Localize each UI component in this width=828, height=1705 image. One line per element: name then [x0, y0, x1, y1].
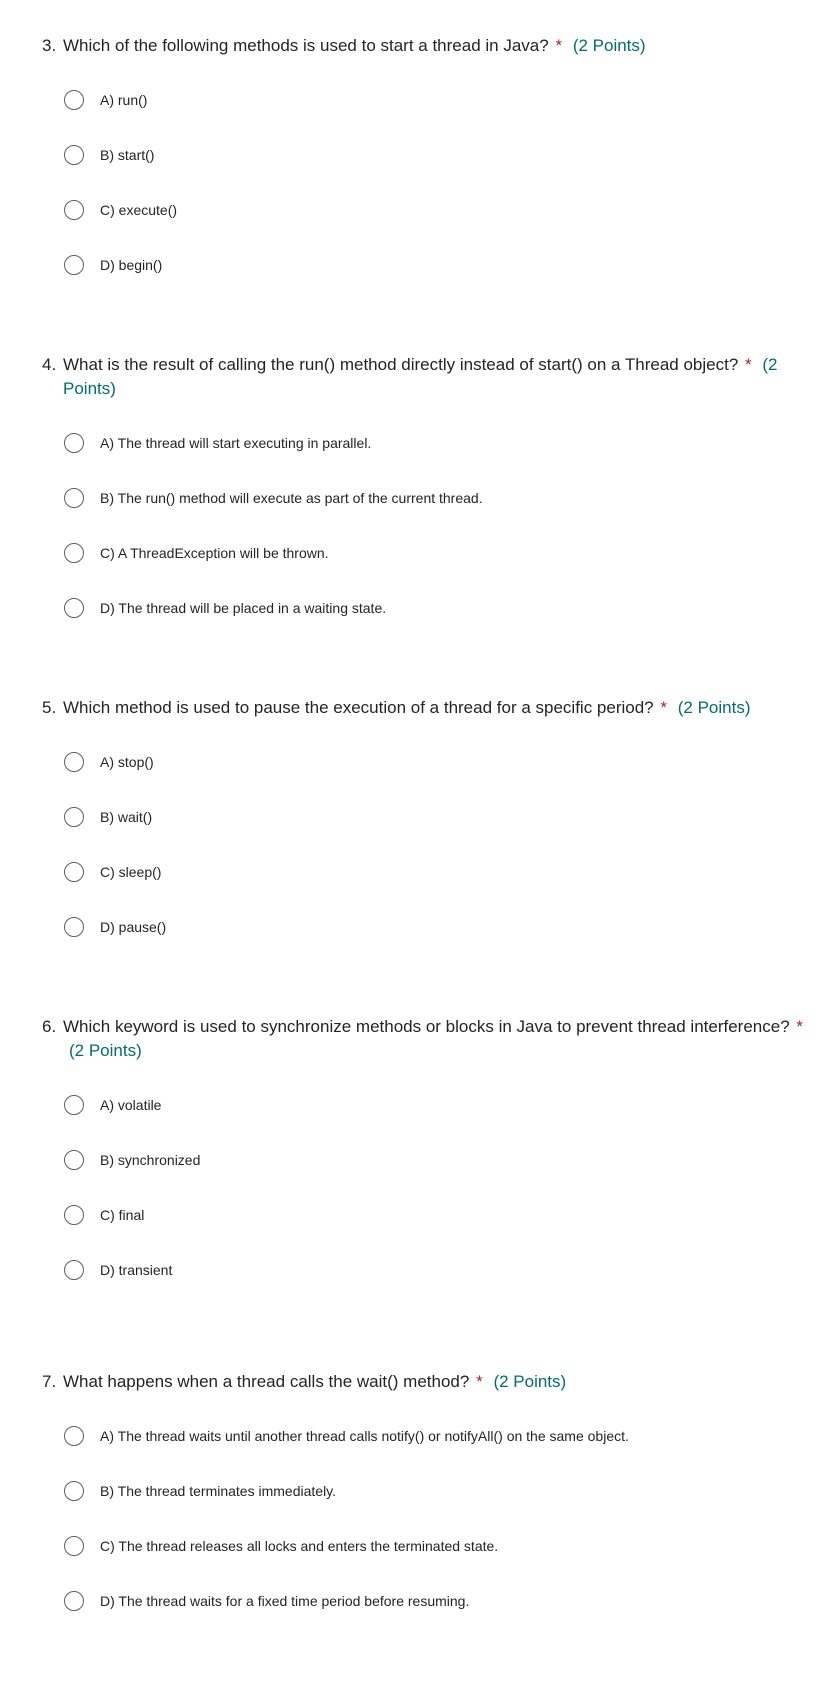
option-label: A) The thread waits until another thread calls notify() or notifyAll() on the same object. — [100, 1427, 629, 1444]
option-label: A) The thread will start executing in parallel. — [100, 434, 372, 451]
radio-button-icon[interactable] — [64, 1481, 84, 1501]
option-c[interactable] — [64, 525, 828, 580]
question-7 — [0, 1370, 828, 1628]
option-list — [0, 1077, 828, 1297]
option-label: C) A ThreadException will be thrown. — [100, 544, 329, 561]
radio-button-icon[interactable] — [64, 255, 84, 275]
question-text: Which of the following methods is used to start a thread in Java? — [63, 36, 549, 55]
option-c[interactable] — [64, 1518, 828, 1573]
radio-button-icon[interactable] — [64, 543, 84, 563]
option-label: D) begin() — [100, 256, 163, 273]
option-label: C) sleep() — [100, 863, 162, 880]
option-label: D) The thread will be placed in a waiting state. — [100, 599, 387, 616]
option-list — [0, 1408, 828, 1628]
option-list — [0, 734, 828, 954]
option-a[interactable] — [64, 72, 828, 127]
option-d[interactable] — [64, 1573, 828, 1628]
option-c[interactable] — [64, 1187, 828, 1242]
question-points: (2 Points) — [493, 1372, 567, 1391]
option-b[interactable] — [64, 127, 828, 182]
question-title — [42, 1370, 823, 1394]
radio-button-icon[interactable] — [64, 433, 84, 453]
question-6 — [0, 1015, 828, 1297]
option-d[interactable] — [64, 899, 828, 954]
required-asterisk: * — [476, 1372, 483, 1391]
question-4 — [0, 353, 828, 635]
option-b[interactable] — [64, 789, 828, 844]
radio-button-icon[interactable] — [64, 488, 84, 508]
radio-button-icon[interactable] — [64, 145, 84, 165]
option-d[interactable] — [64, 237, 828, 292]
option-b[interactable] — [64, 470, 828, 525]
question-points: (2 Points) — [63, 355, 778, 398]
radio-button-icon[interactable] — [64, 200, 84, 220]
option-label: D) The thread waits for a fixed time period before resuming. — [100, 1592, 470, 1609]
required-asterisk: * — [796, 1017, 804, 1036]
option-d[interactable] — [64, 580, 828, 635]
radio-button-icon[interactable] — [64, 1205, 84, 1225]
radio-button-icon[interactable] — [64, 90, 84, 110]
option-label: C) The thread releases all locks and enters the terminated state. — [100, 1537, 499, 1554]
option-c[interactable] — [64, 182, 828, 237]
radio-button-icon[interactable] — [64, 1591, 84, 1611]
question-5 — [0, 696, 828, 954]
option-b[interactable] — [64, 1132, 828, 1187]
option-label: C) final — [100, 1206, 145, 1223]
question-points: (2 Points) — [572, 36, 646, 55]
required-asterisk: * — [555, 36, 563, 55]
option-label: B) start() — [100, 146, 155, 163]
radio-button-icon[interactable] — [64, 598, 84, 618]
option-label: B) synchronized — [100, 1151, 201, 1168]
option-label: A) run() — [100, 91, 148, 108]
option-label: C) execute() — [100, 201, 178, 218]
question-3 — [0, 34, 828, 292]
question-points: (2 Points) — [677, 698, 751, 717]
question-text: What is the result of calling the run() method directly instead of start() on a Thread object? — [63, 355, 739, 374]
radio-button-icon[interactable] — [64, 1536, 84, 1556]
option-d[interactable] — [64, 1242, 828, 1297]
question-title — [42, 34, 823, 58]
question-text: Which method is used to pause the execution of a thread for a specific period? — [63, 698, 654, 717]
question-number: 7. — [42, 1372, 57, 1391]
radio-button-icon[interactable] — [64, 917, 84, 937]
option-b[interactable] — [64, 1463, 828, 1518]
option-a[interactable] — [64, 1077, 828, 1132]
radio-button-icon[interactable] — [64, 1095, 84, 1115]
option-label: B) The thread terminates immediately. — [100, 1482, 337, 1499]
option-label: B) wait() — [100, 808, 153, 825]
option-label: D) pause() — [100, 918, 167, 935]
option-a[interactable] — [64, 415, 828, 470]
question-number: 4. — [42, 355, 57, 374]
option-label: A) stop() — [100, 753, 154, 770]
option-c[interactable] — [64, 844, 828, 899]
question-title — [42, 696, 823, 720]
question-title — [42, 1015, 823, 1063]
required-asterisk: * — [660, 698, 667, 717]
radio-button-icon[interactable] — [64, 807, 84, 827]
question-number: 6. — [42, 1017, 57, 1036]
radio-button-icon[interactable] — [64, 1150, 84, 1170]
option-label: D) transient — [100, 1261, 173, 1278]
option-list — [0, 415, 828, 635]
question-points: (2 Points) — [69, 1041, 142, 1060]
radio-button-icon[interactable] — [64, 1426, 84, 1446]
radio-button-icon[interactable] — [64, 752, 84, 772]
option-label: B) The run() method will execute as part of the current thread. — [100, 489, 483, 506]
option-label: A) volatile — [100, 1096, 162, 1113]
radio-button-icon[interactable] — [64, 862, 84, 882]
question-text: What happens when a thread calls the wait() method? — [63, 1372, 470, 1391]
option-a[interactable] — [64, 734, 828, 789]
option-a[interactable] — [64, 1408, 828, 1463]
question-title — [42, 353, 823, 401]
option-list — [0, 72, 828, 292]
required-asterisk: * — [745, 355, 752, 374]
radio-button-icon[interactable] — [64, 1260, 84, 1280]
question-text: Which keyword is used to synchronize methods or blocks in Java to prevent thread interference? — [63, 1017, 790, 1036]
question-number: 3. — [42, 36, 57, 55]
question-number: 5. — [42, 698, 57, 717]
